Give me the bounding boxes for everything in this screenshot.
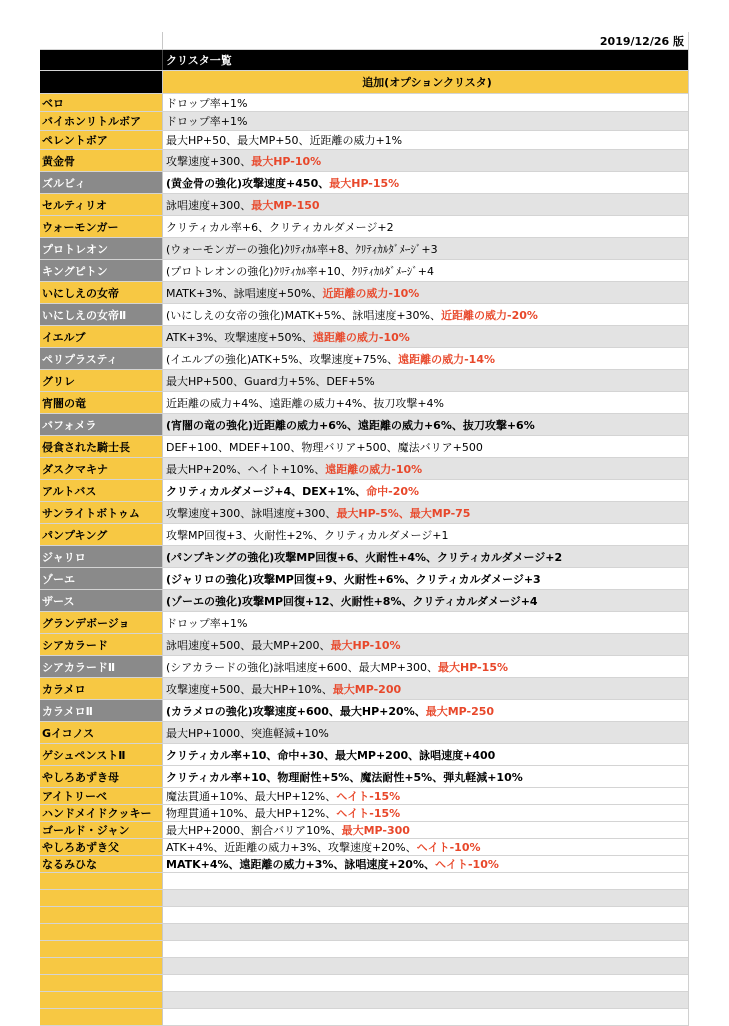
effect-text: (カラメロの強化)攻撃速度+600、最大HP+20%、	[166, 704, 426, 718]
crysta-effect	[163, 112, 688, 130]
crysta-name	[40, 1009, 163, 1025]
table-row	[40, 822, 688, 839]
table-row	[40, 436, 688, 458]
crysta-name: ウォーモンガー	[40, 216, 163, 237]
crysta-name: キングピトン	[40, 260, 163, 281]
table-row	[40, 766, 688, 788]
table-row	[40, 941, 688, 958]
table-row	[40, 326, 688, 348]
table-row	[40, 788, 688, 805]
crysta-effect	[163, 634, 688, 655]
crysta-name: イエルブ	[40, 326, 163, 347]
crysta-name: シアカラード	[40, 634, 163, 655]
effect-text: 近距離の威力+4%、遠距離の威力+4%、抜刀攻撃+4%	[166, 396, 445, 410]
crysta-effect	[163, 958, 688, 974]
table-row	[40, 958, 688, 975]
crysta-effect	[163, 975, 688, 991]
table-row	[40, 890, 688, 907]
effect-text: DEF+100、MDEF+100、物理バリア+500、魔法バリア+500	[166, 440, 483, 454]
effect-penalty: ヘイト-10%	[434, 858, 499, 871]
crysta-name: ペレントボア	[40, 131, 163, 149]
table-row	[40, 414, 688, 436]
table-row	[40, 502, 688, 524]
table-row	[40, 172, 688, 194]
crysta-effect	[163, 260, 688, 281]
crysta-effect	[163, 805, 688, 821]
table-row	[40, 656, 688, 678]
column-header-row	[40, 71, 688, 94]
table-row	[40, 805, 688, 822]
title-row	[40, 50, 688, 71]
effect-penalty: 遠距離の威力-10%	[325, 462, 423, 476]
crysta-name: バフォメラ	[40, 414, 163, 435]
title-row-left-cell	[40, 50, 163, 70]
crysta-name: グリレ	[40, 370, 163, 391]
crysta-name: やしろあずき父	[40, 839, 163, 855]
column-header-left-cell	[40, 71, 163, 93]
effect-text: 物理貫通+10%、最大HP+12%、	[166, 807, 337, 820]
table-row	[40, 546, 688, 568]
effect-text: (ジャリロの強化)攻撃MP回復+9、火耐性+6%、クリティカルダメージ+3	[166, 572, 541, 586]
table-row	[40, 94, 688, 112]
crysta-name: なるみひな	[40, 856, 163, 872]
effect-penalty: 最大HP-15%	[329, 176, 400, 190]
effect-penalty: 最大HP-10%	[251, 154, 322, 168]
effect-text: 攻撃MP回復+3、火耐性+2%、クリティカルダメージ+1	[166, 528, 449, 542]
crysta-effect	[163, 238, 688, 259]
table-row	[40, 370, 688, 392]
crysta-name: グランデボージョ	[40, 612, 163, 633]
effect-text: (いにしえの女帝の強化)MATK+5%、詠唱速度+30%、	[166, 308, 442, 322]
crysta-effect	[163, 722, 688, 743]
effect-text: ATK+4%、近距離の威力+3%、攻撃速度+20%、	[166, 841, 417, 854]
effect-penalty: 最大MP-300	[341, 824, 410, 837]
crysta-effect	[163, 890, 688, 906]
table-row	[40, 722, 688, 744]
table-row	[40, 992, 688, 1009]
crysta-name: ゲシュペンストⅡ	[40, 744, 163, 765]
crysta-name: カラメロ	[40, 678, 163, 699]
crysta-name: 宵闇の竜	[40, 392, 163, 413]
crysta-name: セルティリオ	[40, 194, 163, 215]
crysta-name: ゴールド・ジャン	[40, 822, 163, 838]
crysta-name	[40, 975, 163, 991]
table-row	[40, 112, 688, 131]
effect-text: 最大HP+500、Guard力+5%、DEF+5%	[166, 374, 375, 388]
table-row	[40, 524, 688, 546]
crysta-rows	[40, 94, 688, 1026]
crysta-effect	[163, 172, 688, 193]
crysta-effect	[163, 941, 688, 957]
table-row	[40, 568, 688, 590]
crysta-name	[40, 873, 163, 889]
effect-penalty: 命中-20%	[366, 484, 420, 498]
table-row	[40, 392, 688, 414]
effect-text: ドロップ率+1%	[166, 96, 248, 110]
effect-text: ドロップ率+1%	[166, 115, 248, 128]
crysta-name: パンプキング	[40, 524, 163, 545]
crysta-effect	[163, 822, 688, 838]
effect-text: (プロトレオンの強化)ｸﾘﾃｨｶﾙ率+10、ｸﾘﾃｨｶﾙﾀﾞﾒｰｼﾞ+4	[166, 264, 435, 278]
table-row	[40, 260, 688, 282]
crysta-effect	[163, 700, 688, 721]
effect-penalty: 最大HP-10%	[330, 638, 401, 652]
crysta-name: 侵食された騎士長	[40, 436, 163, 457]
effect-penalty: 最大MP-150	[251, 198, 320, 212]
crysta-effect	[163, 568, 688, 589]
crysta-effect	[163, 392, 688, 413]
crysta-effect	[163, 744, 688, 765]
table-row	[40, 282, 688, 304]
effect-text: 詠唱速度+300、	[166, 198, 252, 212]
table-row	[40, 744, 688, 766]
crysta-effect	[163, 992, 688, 1008]
effect-text: (シアカラードの強化)詠唱速度+600、最大MP+300、	[166, 660, 439, 674]
effect-text: (イエルブの強化)ATK+5%、攻撃速度+75%、	[166, 352, 399, 366]
table-row	[40, 700, 688, 722]
crysta-effect	[163, 216, 688, 237]
date-row	[40, 32, 688, 50]
effect-text: クリティカル率+10、物理耐性+5%、魔法耐性+5%、弾丸軽減+10%	[166, 770, 523, 784]
crysta-effect	[163, 348, 688, 369]
effect-penalty: 最大HP-15%	[438, 660, 509, 674]
crysta-name: いにしえの女帝	[40, 282, 163, 303]
crysta-effect	[163, 150, 688, 171]
table-row	[40, 873, 688, 890]
crysta-effect	[163, 1009, 688, 1025]
effect-text: クリティカル率+6、クリティカルダメージ+2	[166, 220, 394, 234]
crysta-effect	[163, 370, 688, 391]
table-row	[40, 590, 688, 612]
table-row	[40, 907, 688, 924]
effect-penalty: ヘイト-15%	[336, 807, 401, 820]
crysta-name: プロトレオン	[40, 238, 163, 259]
effect-penalty: 近距離の威力-10%	[322, 286, 420, 300]
crysta-effect	[163, 766, 688, 787]
effect-text: ドロップ率+1%	[166, 616, 248, 630]
effect-text: 攻撃速度+300、詠唱速度+300、	[166, 506, 337, 520]
effect-text: (宵闇の竜の強化)近距離の威力+6%、遠距離の威力+6%、抜刀攻撃+6%	[166, 418, 535, 432]
table-row	[40, 1009, 688, 1026]
table-row	[40, 238, 688, 260]
table-row	[40, 304, 688, 326]
crysta-name: カラメロⅡ	[40, 700, 163, 721]
crysta-name	[40, 907, 163, 923]
effect-text: (ゾーエの強化)攻撃MP回復+12、火耐性+8%、クリティカルダメージ+4	[166, 594, 538, 608]
crysta-name: ダスクマキナ	[40, 458, 163, 479]
table-row	[40, 634, 688, 656]
crysta-name	[40, 924, 163, 940]
crysta-effect	[163, 788, 688, 804]
crysta-effect	[163, 656, 688, 677]
version-date: 2019/12/26 版	[163, 32, 688, 49]
crysta-name: いにしえの女帝Ⅱ	[40, 304, 163, 325]
effect-text: 魔法貫通+10%、最大HP+12%、	[166, 790, 337, 803]
effect-penalty: 遠距離の威力-10%	[312, 330, 410, 344]
column-header-label: 追加(オプションクリスタ)	[163, 71, 688, 93]
crysta-effect	[163, 282, 688, 303]
effect-text: ATK+3%、攻撃速度+50%、	[166, 330, 313, 344]
crysta-name: ザース	[40, 590, 163, 611]
crysta-effect	[163, 612, 688, 633]
crysta-effect	[163, 839, 688, 855]
crysta-effect	[163, 304, 688, 325]
crysta-name	[40, 941, 163, 957]
crysta-effect	[163, 856, 688, 872]
effect-text: 最大HP+50、最大MP+50、近距離の威力+1%	[166, 134, 403, 147]
table-row	[40, 856, 688, 873]
crysta-name: ズルビィ	[40, 172, 163, 193]
effect-text: 詠唱速度+500、最大MP+200、	[166, 638, 331, 652]
date-row-left-cell	[40, 32, 163, 49]
crysta-effect	[163, 590, 688, 611]
effect-penalty: ヘイト-10%	[416, 841, 481, 854]
effect-text: 最大HP+20%、ヘイト+10%、	[166, 462, 326, 476]
crysta-effect	[163, 678, 688, 699]
effect-text: MATK+4%、遠距離の威力+3%、詠唱速度+20%、	[166, 858, 435, 871]
crysta-name	[40, 890, 163, 906]
crysta-effect	[163, 326, 688, 347]
table-row	[40, 839, 688, 856]
crysta-name: サンライトボトゥム	[40, 502, 163, 523]
crysta-effect	[163, 94, 688, 111]
crysta-effect	[163, 924, 688, 940]
table-row	[40, 924, 688, 941]
effect-penalty: 最大HP-5%、最大MP-75	[336, 506, 471, 520]
crysta-effect	[163, 873, 688, 889]
table-row	[40, 458, 688, 480]
crysta-name	[40, 958, 163, 974]
table-row	[40, 194, 688, 216]
effect-text: (黄金骨の強化)攻撃速度+450、	[166, 176, 330, 190]
crysta-name	[40, 992, 163, 1008]
crysta-name: 黄金骨	[40, 150, 163, 171]
effect-text: (パンプキングの強化)攻撃MP回復+6、火耐性+4%、クリティカルダメージ+2	[166, 550, 563, 564]
effect-text: 攻撃速度+300、	[166, 154, 252, 168]
crysta-name: ベロ	[40, 94, 163, 111]
crysta-name: アルトバス	[40, 480, 163, 501]
crysta-effect	[163, 194, 688, 215]
effect-text: 最大HP+1000、突進軽減+10%	[166, 726, 329, 740]
table-row	[40, 131, 688, 150]
crysta-name: アイトリーベ	[40, 788, 163, 804]
crysta-name: バイホンリトルボア	[40, 112, 163, 130]
effect-text: クリティカル率+10、命中+30、最大MP+200、詠唱速度+400	[166, 748, 496, 762]
crysta-effect	[163, 907, 688, 923]
crysta-name: Gイコノス	[40, 722, 163, 743]
crysta-name: ゾーエ	[40, 568, 163, 589]
crysta-name: やしろあずき母	[40, 766, 163, 787]
effect-text: (ウォーモンガーの強化)ｸﾘﾃｨｶﾙ率+8、ｸﾘﾃｨｶﾙﾀﾞﾒｰｼﾞ+3	[166, 242, 438, 256]
table-row	[40, 348, 688, 370]
effect-penalty: ヘイト-15%	[336, 790, 401, 803]
crysta-effect	[163, 458, 688, 479]
sheet-title: クリスタ一覧	[163, 50, 688, 70]
crysta-effect	[163, 414, 688, 435]
effect-penalty: 遠距離の威力-14%	[398, 352, 495, 366]
crysta-name: シアカラードⅡ	[40, 656, 163, 677]
crysta-name: ハンドメイドクッキー	[40, 805, 163, 821]
table-row	[40, 612, 688, 634]
crysta-effect	[163, 546, 688, 567]
crysta-name: ジャリロ	[40, 546, 163, 567]
effect-text: クリティカルダメージ+4、DEX+1%、	[166, 484, 367, 498]
effect-text: 攻撃速度+500、最大HP+10%、	[166, 682, 333, 696]
table-row	[40, 678, 688, 700]
effect-text: MATK+3%、詠唱速度+50%、	[166, 286, 323, 300]
table-row	[40, 480, 688, 502]
effect-penalty: 最大MP-250	[425, 704, 495, 718]
table-row	[40, 216, 688, 238]
crysta-effect	[163, 480, 688, 501]
table-row	[40, 975, 688, 992]
crysta-sheet	[40, 32, 689, 1026]
crysta-effect	[163, 524, 688, 545]
effect-penalty: 最大MP-200	[332, 682, 402, 696]
crysta-effect	[163, 436, 688, 457]
effect-text: 最大HP+2000、割合バリア10%、	[166, 824, 342, 837]
effect-penalty: 近距離の威力-20%	[441, 308, 538, 322]
table-row	[40, 150, 688, 172]
crysta-effect	[163, 502, 688, 523]
crysta-name: ペリプラスティ	[40, 348, 163, 369]
crysta-effect	[163, 131, 688, 149]
